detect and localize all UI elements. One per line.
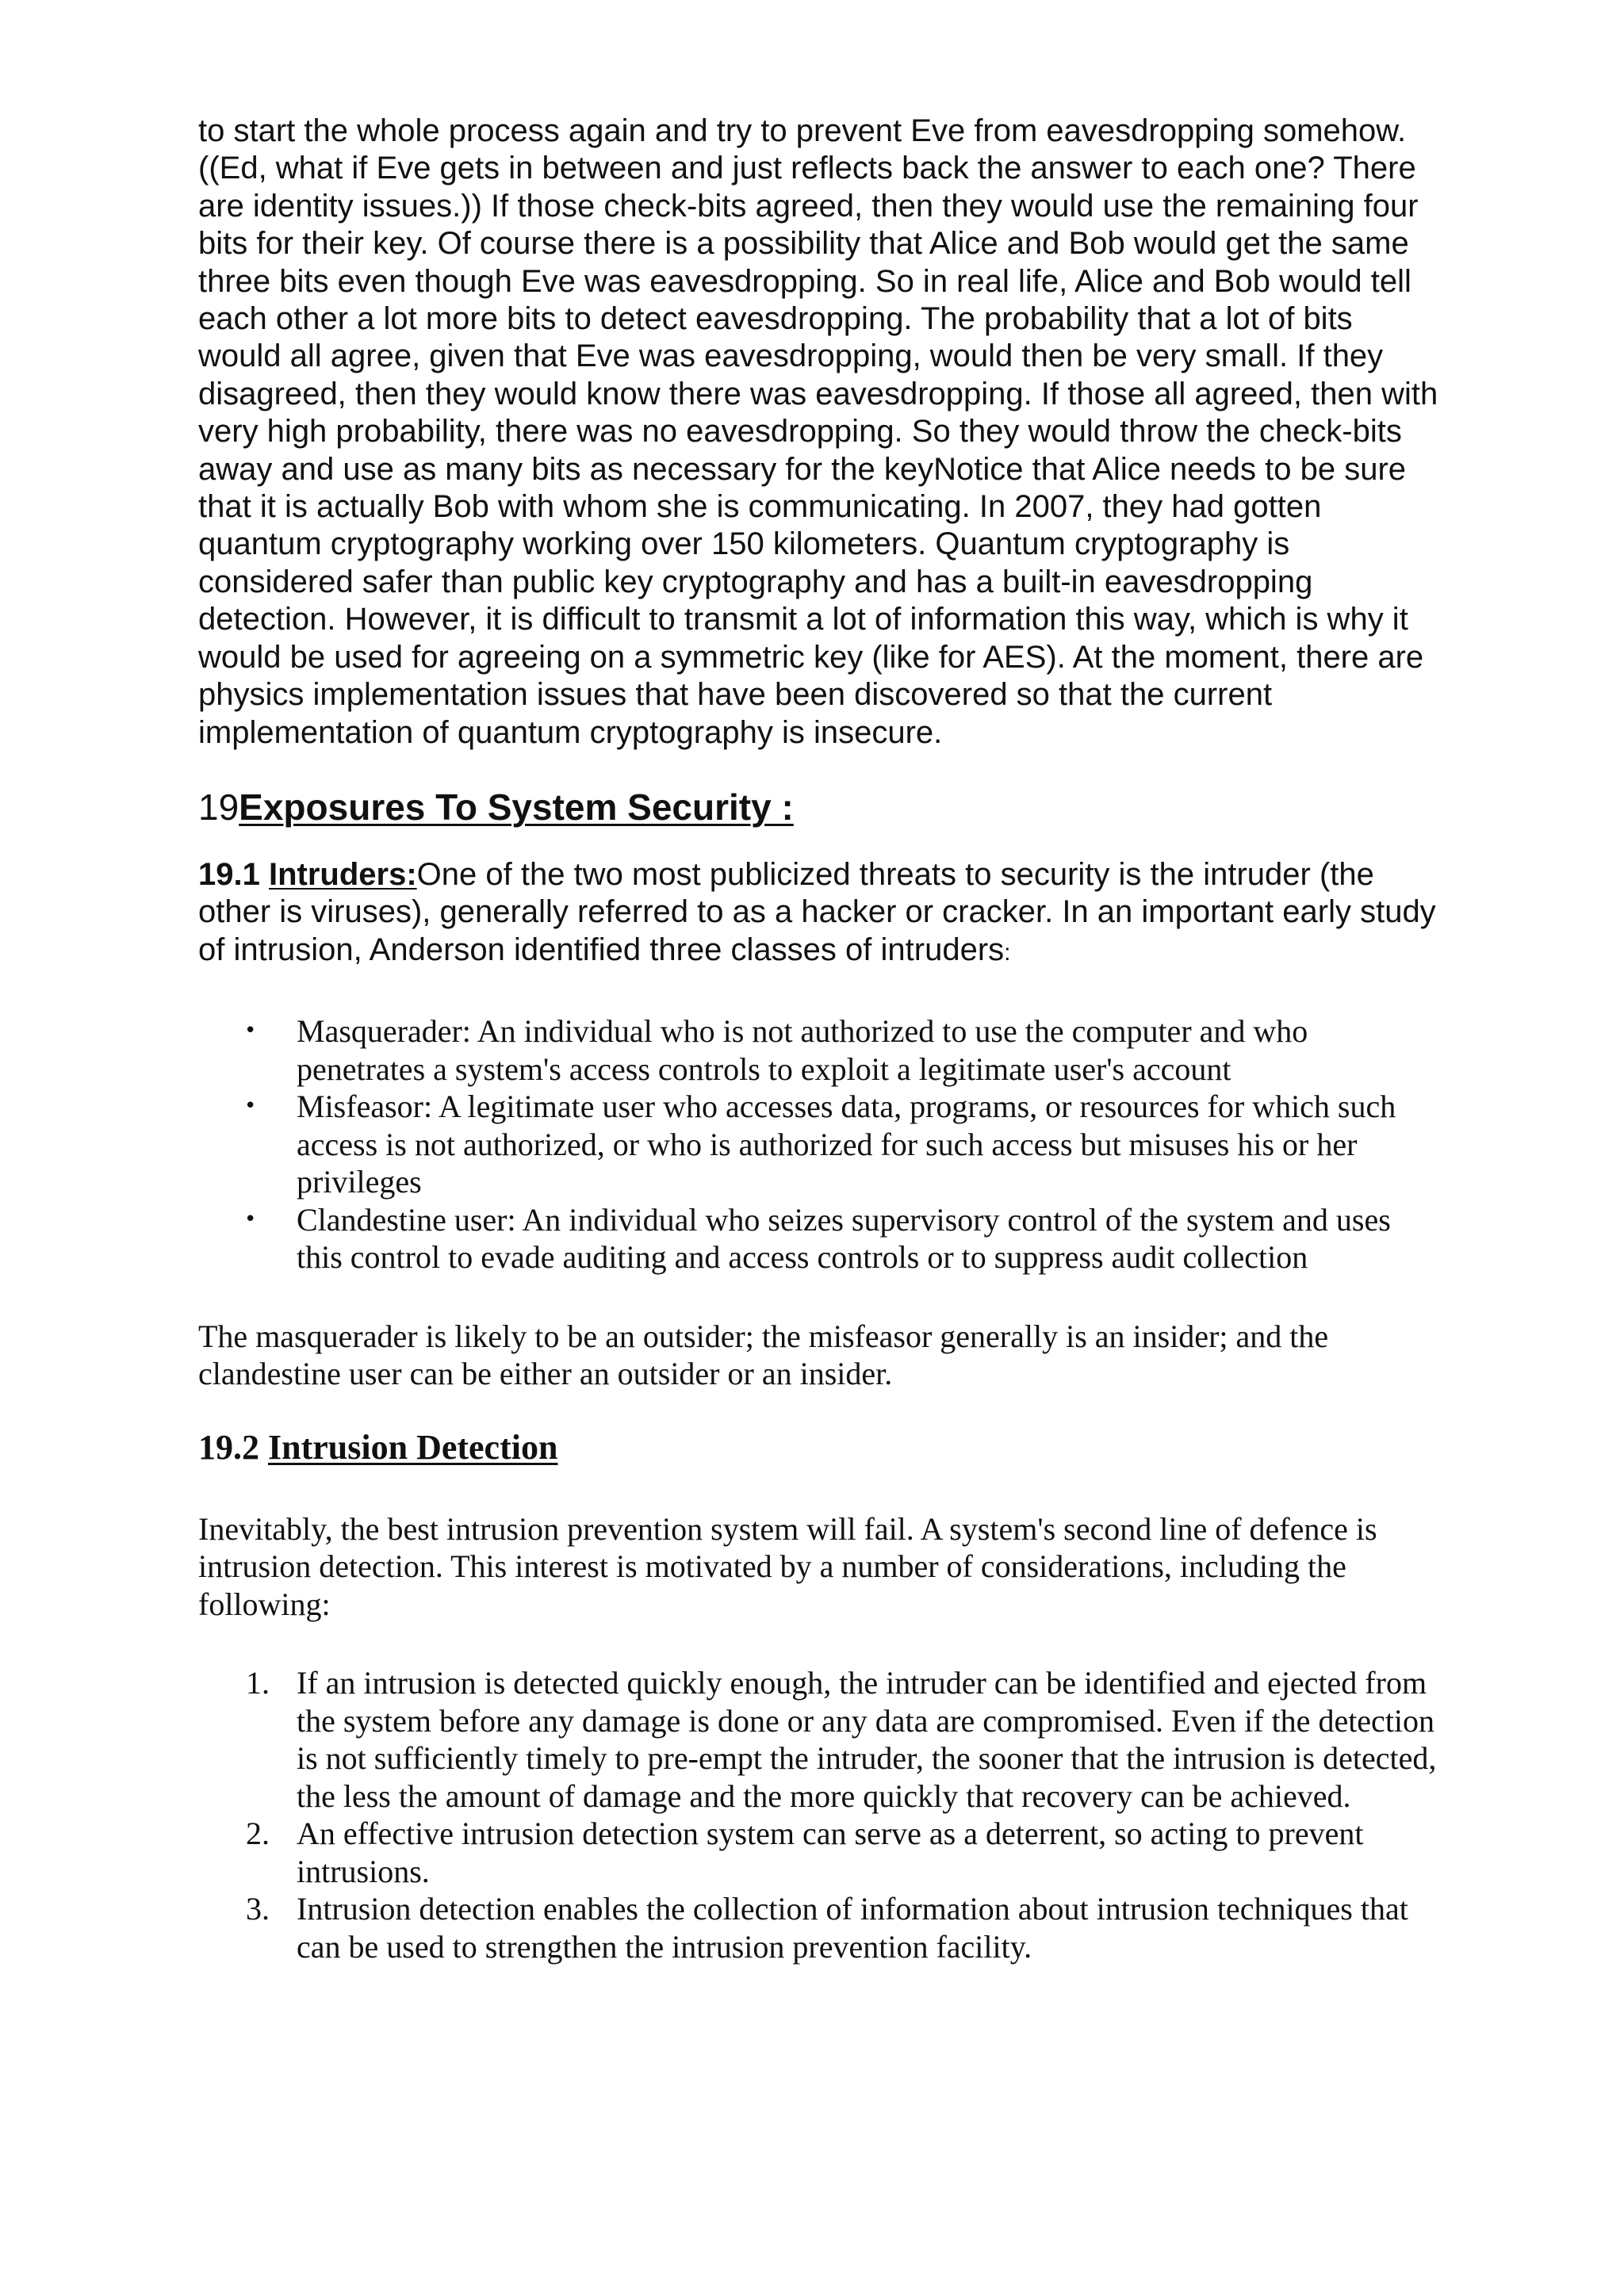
number-marker: 2. bbox=[246, 1816, 270, 1852]
section-heading bbox=[198, 785, 1443, 829]
bullet-marker: • bbox=[244, 1207, 257, 1231]
list-item-text: Masquerader: An individual who is not authorized to use the computer and who penetrates a system's access controls to exploit a legitimate user's account bbox=[297, 1013, 1308, 1087]
list-item bbox=[198, 1815, 1443, 1890]
list-item-text: Misfeasor: A legitimate user who accesses data, programs, or resources for which such access is not authorized, or who is authorized for such access but misuses his or her privileges bbox=[297, 1089, 1396, 1200]
list-item-text: Clandestine user: An individual who seizes supervisory control of the system and uses this control to evade auditing and access controls or to suppress audit collection bbox=[297, 1201, 1391, 1276]
intruders-label: Intruders: bbox=[268, 856, 417, 892]
intrusion-detection-number: 19.2 bbox=[198, 1427, 268, 1467]
intruders-summary: The masquerader is likely to be an outsider; the misfeasor generally is an insider; and the clandestine user can be either an outsider or an insider. bbox=[198, 1318, 1329, 1392]
number-marker: 1. bbox=[246, 1665, 270, 1701]
considerations-list bbox=[198, 1664, 1443, 1965]
list-item-text: An effective intrusion detection system can serve as a deterrent, so acting to prevent intrusions. bbox=[297, 1816, 1364, 1889]
list-item bbox=[198, 1664, 1443, 1815]
list-item bbox=[198, 1012, 1443, 1088]
list-item bbox=[198, 1890, 1443, 1965]
list-item-text: If an intrusion is detected quickly enough, the intruder can be identified and ejected from the system before any damage is done or any data are compromised. Even if the detection is not sufficiently timely to pre-empt the intruder, the sooner that the intrusion is detected, the less the amount of damage and the more quickly that recovery can be achieved. bbox=[297, 1665, 1437, 1814]
intrusion-detection-heading bbox=[198, 1426, 1443, 1469]
intruders-paragraph bbox=[198, 856, 1443, 971]
intro-paragraph: to start the whole process again and try to prevent Eve from eavesdropping somehow. ((Ed, what if Eve gets in between and just reflects back the answer to each one? There are identity issues.)) If those check-bits agreed, then they would use the remaining four bits for their key. Of course there is a possibility that Alice and Bob would get the same three bits even though Eve was eavesdropping. So in real life, Alice and Bob would tell each other a lot more bits to detect eavesdropping. The probability that a lot of bits would all agree, given that Eve was eavesdropping, would then be very small. If they disagreed, then they would know there was eavesdropping. If those all agreed, then with very high probability, there was no eavesdropping. So they would throw the check-bits away and use as many bits as necessary for the keyNotice that Alice needs to be sure that it is actually Bob with whom she is communicating. In 2007, they had gotten quantum cryptography working over 150 kilometers. Quantum cryptography is considered safer than public key cryptography and has a built-in eavesdropping detection. However, it is difficult to transmit a lot of information this way, which is why it would be used for agreeing on a symmetric key (like for AES). At the moment, there are physics implementation issues that have been discovered so that the current implementation of quantum cryptography is insecure. bbox=[198, 113, 1438, 750]
intruders-number: 19.1 bbox=[198, 856, 269, 892]
intruders-colon: : bbox=[1004, 939, 1011, 966]
section-number: 19 bbox=[198, 786, 239, 828]
list-item bbox=[198, 1088, 1443, 1201]
bullet-marker: • bbox=[244, 1094, 257, 1119]
list-item bbox=[198, 1201, 1443, 1276]
intruder-classes-list bbox=[198, 1012, 1443, 1276]
list-item-text: Intrusion detection enables the collection of information about intrusion techniques that can be used to strengthen the intrusion prevention facility. bbox=[297, 1891, 1408, 1965]
section-title: Exposures To System Security : bbox=[239, 786, 794, 828]
document-page bbox=[198, 113, 1443, 1965]
intrusion-detection-title: Intrusion Detection bbox=[268, 1427, 558, 1467]
number-marker: 3. bbox=[246, 1891, 270, 1927]
intrusion-detection-intro: Inevitably, the best intrusion prevention system will fail. A system's second line of defence is intrusion detection. This interest is motivated by a number of considerations, including the following: bbox=[198, 1510, 1377, 1622]
intruders-text: One of the two most publicized threats to security is the intruder (the other is viruses), generally referred to as a hacker or cracker. In an important early study of intrusion, Anderson identified three classes of intruders bbox=[198, 856, 1436, 967]
bullet-marker: • bbox=[244, 1019, 257, 1043]
